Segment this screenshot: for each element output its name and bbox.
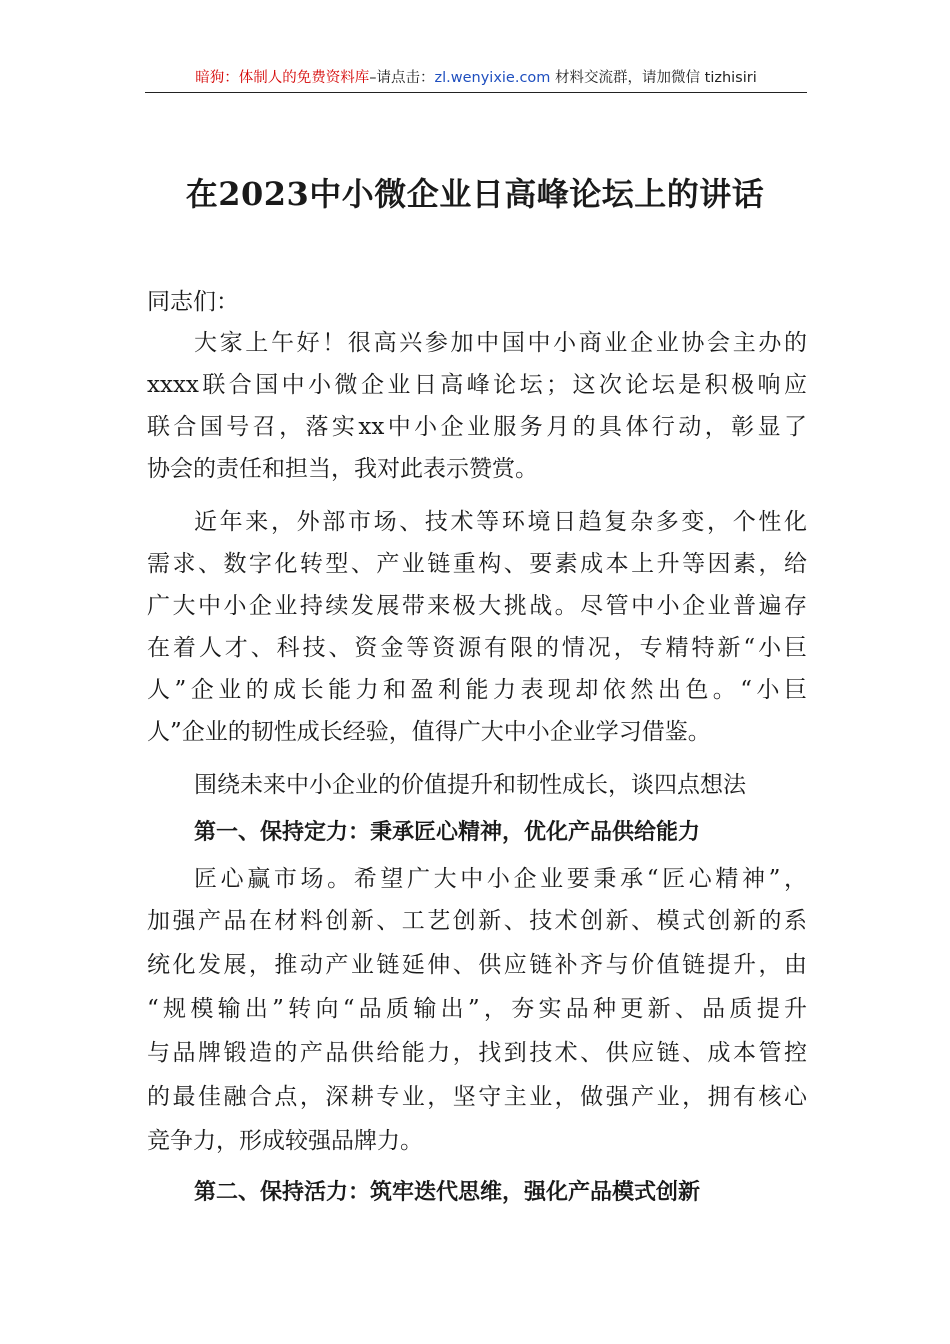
header-promo-text: 暗狗：体制人的免费资料库 [195,70,370,86]
paragraph-line: 广大中小企业持续发展带来极大挑战。尽管中小企业普遍存 [147,593,807,619]
paragraph-line: 在着人才、科技、资金等资源有限的情况，专精特新“小巨 [147,635,807,661]
paragraph-line: xxxx联合国中小微企业日高峰论坛；这次论坛是积极响应 [147,372,807,398]
paragraph-line: 近年来，外部市场、技术等环境日趋复杂多变，个性化 [194,509,807,535]
paragraph-line: 匠心赢市场。希望广大中小企业要秉承“匠心精神”， [194,866,807,892]
header-wechat-text: 材料交流群，请加微信 tizhisiri [550,70,757,86]
section-heading-2: 第二、保持活力：筑牢迭代思维，强化产品模式创新 [194,1180,701,1205]
paragraph-line: 加强产品在材料创新、工艺创新、技术创新、模式创新的系 [147,908,807,934]
paragraph-line: 统化发展，推动产业链延伸、供应链补齐与价值链提升，由 [147,952,807,978]
paragraph-line: 围绕未来中小企业的价值提升和韧性成长，谈四点想法 [194,772,746,798]
header-click-prompt: –请点击： [369,70,435,86]
paragraph-line: 与品牌锻造的产品供给能力，找到技术、供应链、成本管控 [147,1040,807,1066]
paragraph-line: 联合国号召，落实xx中小企业服务月的具体行动，彰显了 [147,414,807,440]
paragraph-line: 需求、数字化转型、产业链重构、要素成本上升等因素，给 [147,551,807,577]
paragraph-line: 人”企业的成长能力和盈利能力表现却依然出色。“小巨 [147,677,807,703]
header-link[interactable]: zl.wenyixie.com [434,70,551,86]
section-heading-1: 第一、保持定力：秉承匠心精神，优化产品供给能力 [194,820,701,845]
document-title: 在2023中小微企业日高峰论坛上的讲话 [185,175,765,213]
paragraph-line: “规模输出”转向“品质输出”，夯实品种更新、品质提升 [147,996,807,1022]
page-header [145,66,807,93]
paragraph-line: 竞争力，形成较强品牌力。 [147,1128,423,1154]
salutation: 同志们： [147,289,239,315]
paragraph-line: 人”企业的韧性成长经验，值得广大中小企业学习借鉴。 [147,719,711,745]
paragraph-line: 的最佳融合点，深耕专业，坚守主业，做强产业，拥有核心 [147,1084,807,1110]
paragraph-line: 协会的责任和担当，我对此表示赞赏。 [147,456,538,482]
paragraph-line: 大家上午好！很高兴参加中国中小商业企业协会主办的 [194,330,807,356]
